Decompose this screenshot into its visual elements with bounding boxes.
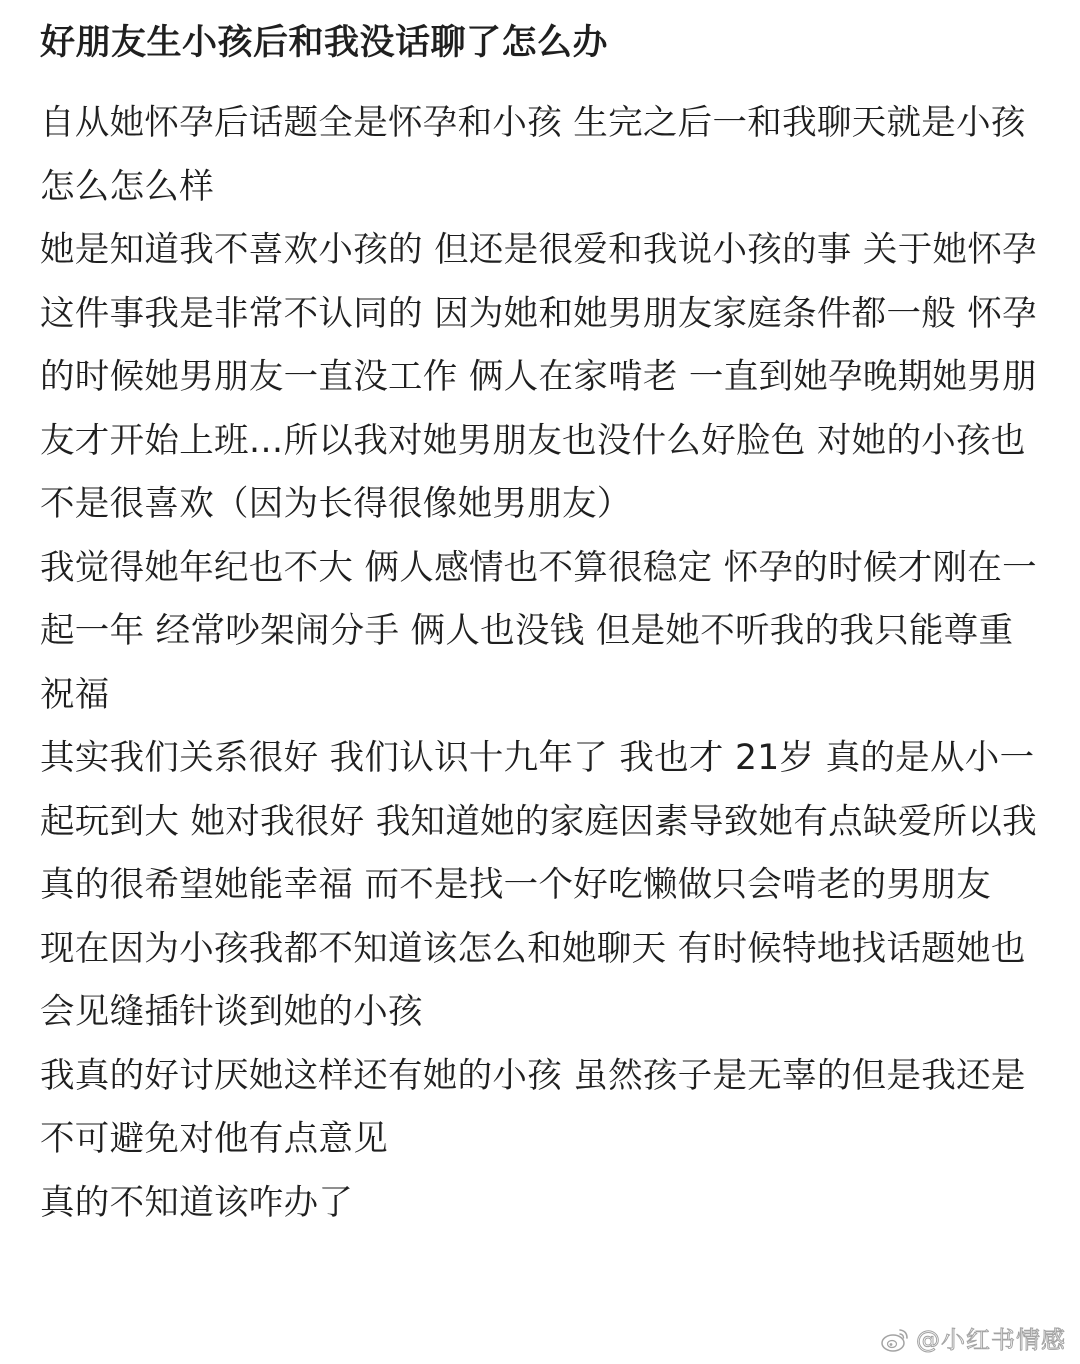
post-paragraph: 现在因为小孩我都不知道该怎么和她聊天 有时候特地找话题她也会见缝插针谈到她的小孩 [40, 928, 1026, 1032]
post-paragraph: 其实我们关系很好 我们认识十九年了 我也才 21岁 真的是从小一起玩到大 她对我很好 我知道她的家庭因素导致她有点缺爱所以我真的很希望她能幸福 而不是找一个好吃懒做只会啃老的男朋友 [40, 738, 1037, 905]
watermark [880, 1322, 1066, 1358]
post-paragraph: 她是知道我不喜欢小孩的 但还是很爱和我说小孩的事 关于她怀孕这件事我是非常不认同的 因为她和她男朋友家庭条件都一般 怀孕的时候她男朋友一直没工作 俩人在家啃老 一直到她孕晚期她男朋友才开始上班…所以我对她男朋友也没什么好脸色 对她的小孩也不是很喜欢（因为长得很像她男朋友） [40, 230, 1037, 524]
weibo-logo-icon [880, 1325, 910, 1355]
post-title: 好朋友生小孩后和我没话聊了怎么办 [40, 23, 609, 63]
post-paragraph: 我真的好讨厌她这样还有她的小孩 虽然孩子是无辜的但是我还是不可避免对他有点意见 [40, 1055, 1026, 1159]
post-body [40, 92, 1040, 1235]
post-paragraph: 自从她怀孕后话题全是怀孕和小孩 生完之后一和我聊天就是小孩怎么怎么样 [40, 103, 1026, 207]
post-paragraph: 真的不知道该咋办了 [40, 1182, 354, 1223]
post-paragraph: 我觉得她年纪也不大 俩人感情也不算很稳定 怀孕的时候才刚在一起一年 经常吵架闹分手 俩人也没钱 但是她不听我的我只能尊重祝福 [40, 547, 1037, 715]
watermark-text: @小红书情感 [916, 1326, 1066, 1354]
